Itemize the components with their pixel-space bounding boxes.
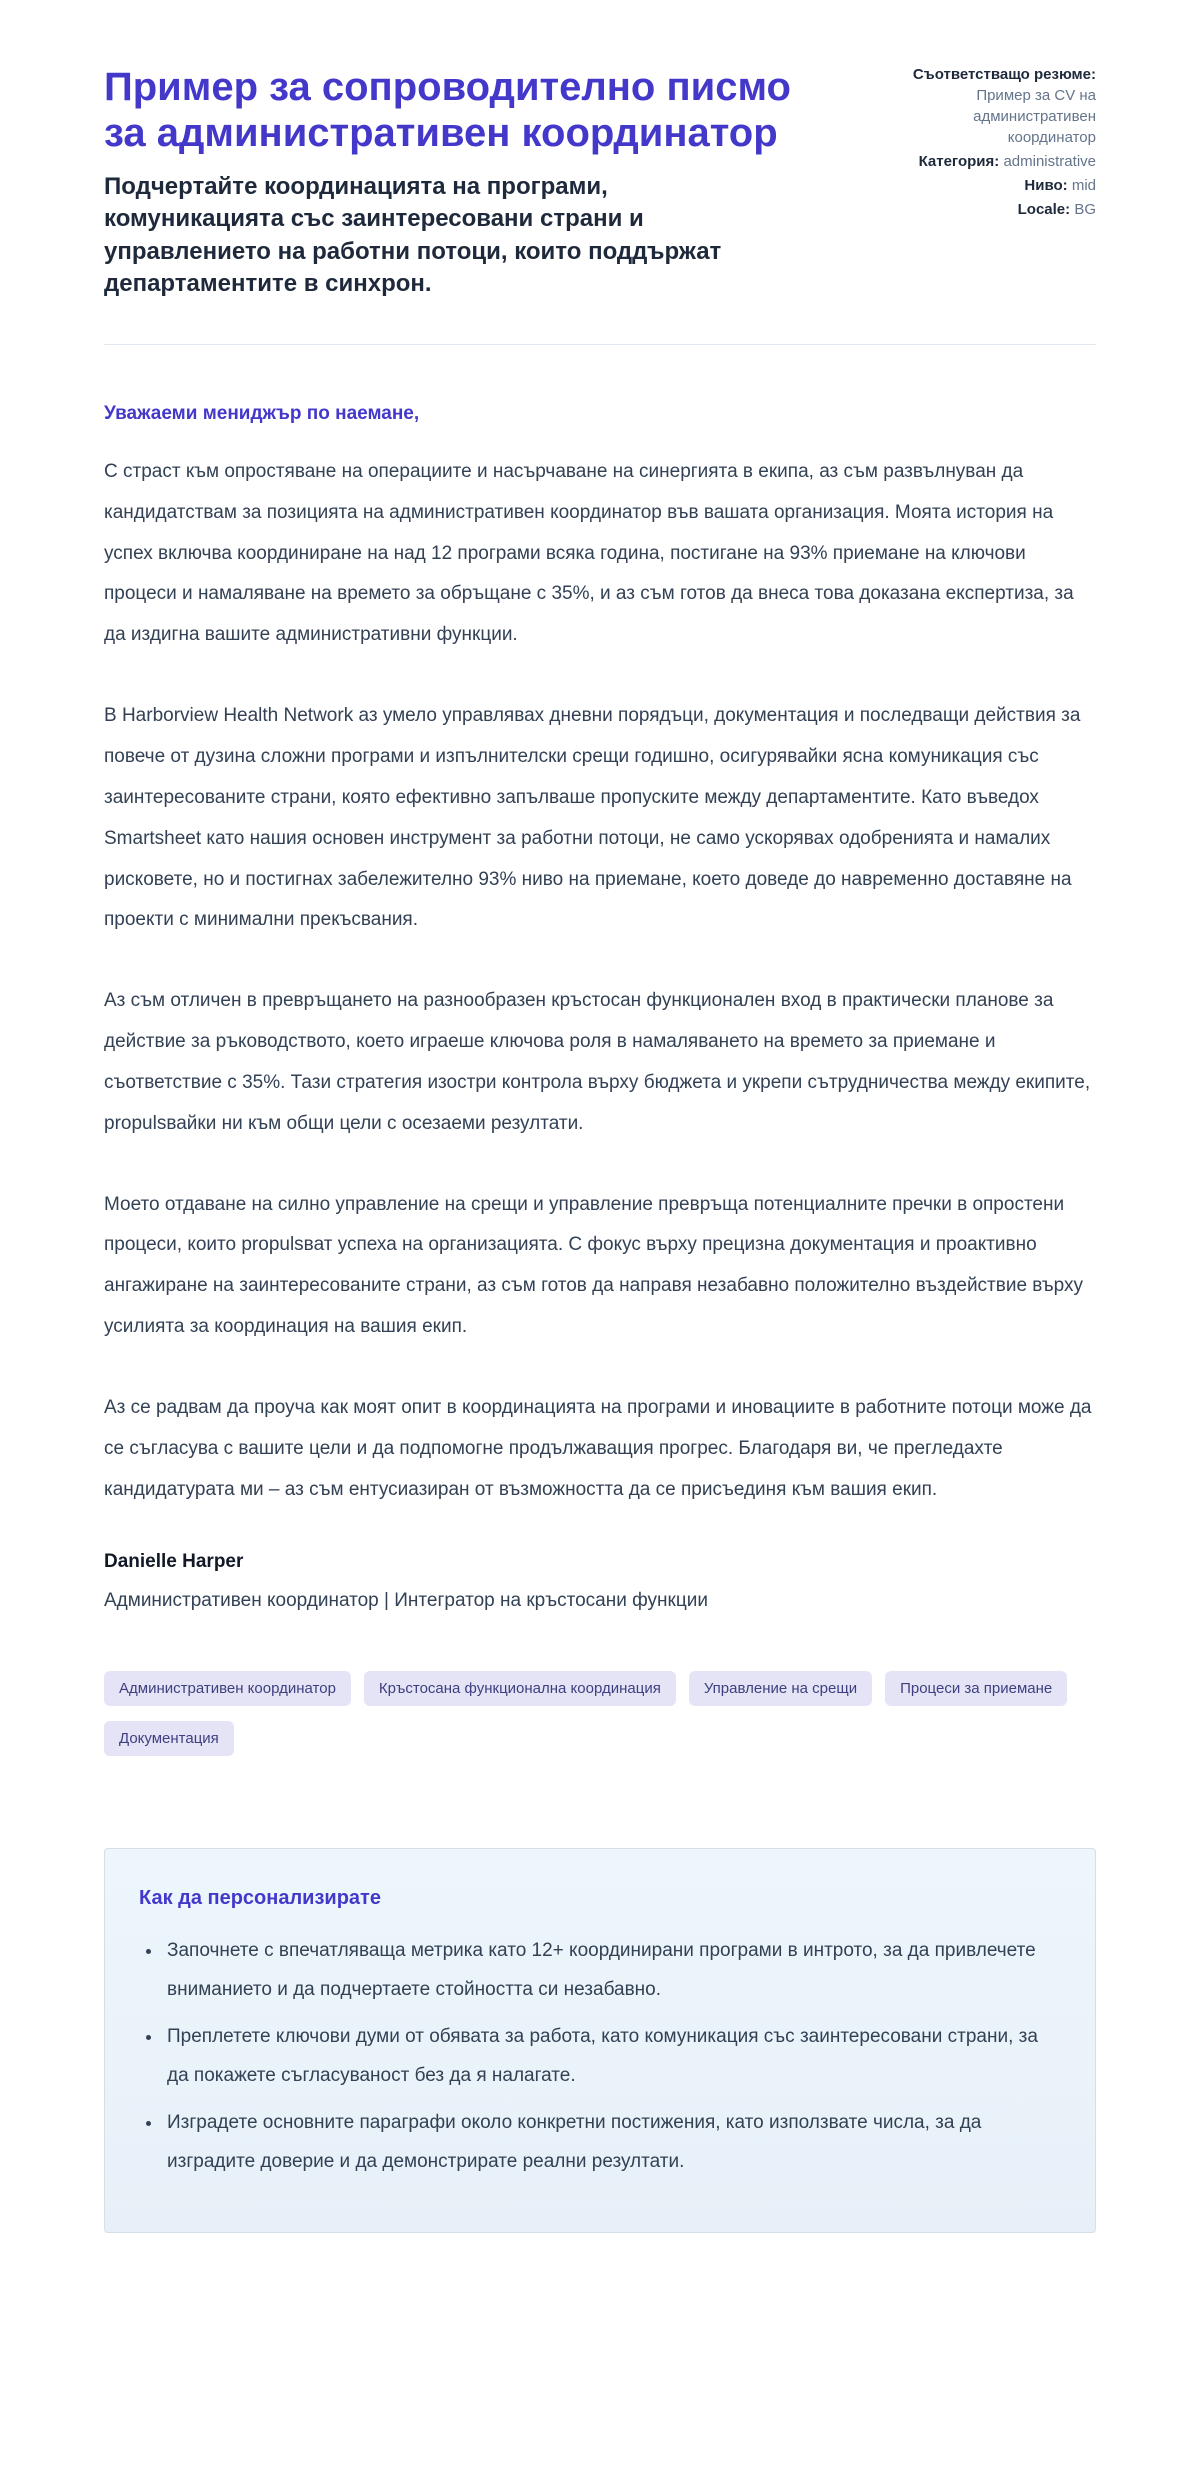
header-left (104, 64, 794, 300)
page-title: Пример за сопроводително писмо за административен координатор (104, 65, 791, 156)
meta-locale-label: Locale: (1017, 201, 1071, 218)
meta-locale (891, 199, 1096, 220)
meta-matching-resume-label: Съответстващо резюме: (912, 66, 1096, 83)
page-subtitle: Подчертайте координацията на програми, комуникацията със заинтересовани страни и управлението на работни потоци, които поддържат департаментите в синхрон. (104, 172, 722, 297)
meta-category-value: administrative (1003, 153, 1096, 170)
tips-list (139, 1932, 1055, 2182)
meta-level-value: mid (1071, 177, 1096, 194)
tag-adoption-processes: Процеси за приемане (885, 1671, 1067, 1706)
header-divider (104, 344, 1096, 345)
letter-paragraph-4: Моето отдаване на силно управление на срещи и управление превръща потенциалните пречки в опростени процеси, които propulsват успеха на организацията. С фокус върху прецизна документация и проактивно ангажиране на заинтересованите страни, аз съм готов да направя незабавно положително въздействие върху усилията за координация на вашия екип. (104, 1193, 1084, 1338)
meta-panel (891, 64, 1096, 300)
letter-paragraph-2: В Harborview Health Network аз умело управлявах дневни порядъци, документация и последващи действия за повече от дузина сложни програми и изпълнителски срещи годишно, осигурявайки ясна комуникация със заинтересованите страни, която ефективно запълваше пропуските между департаментите. Като въведох Smartsheet като нашия основен инструмент за работни потоци, не само ускорявах одобренията и намалих рисковете, но и постигнах забележително 93% ниво на приемане, което доведе до навременно доставяне на проекти с минимални прекъсвания. (104, 705, 1081, 931)
tips-heading: Как да персонализирате (139, 1887, 381, 1909)
tips-item-2: • Преплетете ключови думи от обявата за работа, като комуникация със заинтересовани страни, за да покажете съгласуваност без да я налагате. (163, 2018, 1055, 2096)
tag-meeting-management: Управление на срещи (689, 1671, 872, 1706)
meta-locale-value: BG (1074, 201, 1096, 218)
tag-documentation: Документация (104, 1721, 234, 1756)
tips-item-1: • Започнете с впечатляваща метрика като 12+ координирани програми в интрото, за да привлечете вниманието и да подчертаете стойността си незабавно. (163, 1932, 1055, 2010)
tag-cross-functional-coordination: Кръстосана функционална координация (364, 1671, 676, 1706)
meta-category (891, 151, 1096, 172)
meta-level-label: Ниво: (1024, 177, 1068, 194)
letter-paragraph-1: С страст към опростяване на операциите и насърчаване на синергията в екипа, аз съм развълнуван да кандидатствам за позицията на административен координатор във вашата организация. Моята история на успех включва координиране на над 12 програми всяка година, постигане на 93% приемане на ключови процеси и намаляване на времето за обръщане с 35%, и аз съм готов да внеса това доказана експертиза, за да издигна вашите административни функции. (104, 460, 1074, 646)
tag-administrative-coordinator: Административен координатор (104, 1671, 351, 1706)
meta-matching-resume (891, 64, 1096, 148)
header (104, 64, 1096, 300)
meta-level (891, 175, 1096, 196)
meta-matching-resume-value: Пример за CV на административен координатор (973, 87, 1096, 146)
signature-name: Danielle Harper (104, 1550, 244, 1572)
cover-letter-body (104, 401, 1096, 1615)
meta-category-label: Категория: (918, 153, 1000, 170)
personalization-tips-box (104, 1848, 1096, 2233)
letter-paragraph-5: Аз се радвам да проуча как моят опит в координацията на програми и иновациите в работните потоци може да се съгласува с вашите цели и да подпомогне продължаващия прогрес. Благодаря ви, че прегледахте кандидатурата ми – аз съм ентусиазиран от възможността да се присъединя към вашия екип. (104, 1396, 1092, 1500)
tag-list (104, 1671, 1096, 1756)
letter-paragraph-3: Аз съм отличен в превръщането на разнообразен кръстосан функционален вход в практически планове за действие за ръководството, което играеше ключова роля в намаляването на времето за приемане и съответствие с 35%. Тази стратегия изостри контрола върху бюджета и укрепи сътрудничества между екипите, propulsвайки ни към общи цели с осезаеми резултати. (104, 990, 1091, 1134)
letter-greeting: Уважаеми мениджър по наемане, (104, 403, 420, 425)
tips-item-3: • Изградете основните параграфи около конкретни постижения, като използвате числа, за да изградите доверие и да демонстрирате реални резултати. (163, 2104, 1055, 2182)
signature-title: Административен координатор | Интегратор на кръстосани функции (104, 1589, 708, 1611)
